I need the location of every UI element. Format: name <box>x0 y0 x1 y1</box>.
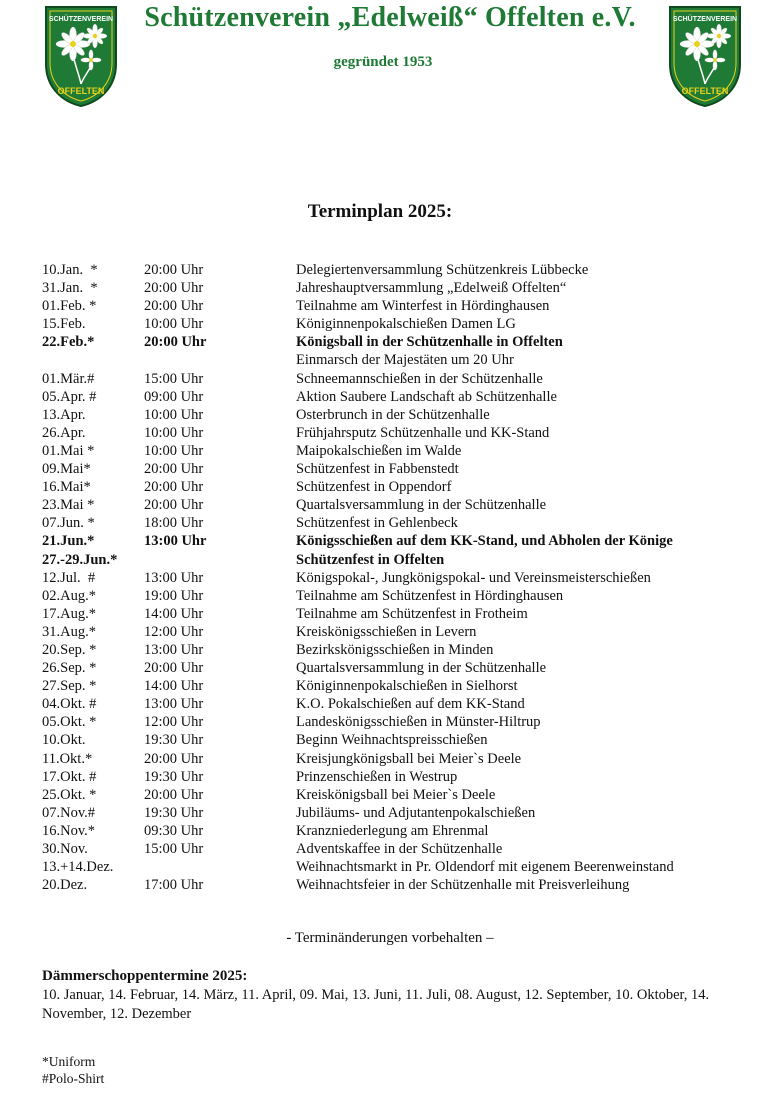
event-date: 26.Apr. <box>42 424 86 441</box>
event-date: 05.Apr. # <box>42 388 97 405</box>
event-date: 23.Mai * <box>42 497 95 514</box>
event-date: 01.Feb. * <box>42 298 97 315</box>
event-description: Kreiskönigsball bei Meier`s Deele <box>296 786 496 803</box>
table-row <box>42 279 762 297</box>
event-description: Jahreshauptversammlung „Edelweiß Offelten“ <box>296 280 567 297</box>
event-time: 09:00 Uhr <box>144 388 204 405</box>
table-row <box>42 750 762 768</box>
table-row <box>42 370 762 388</box>
event-date: 25.Okt. * <box>42 786 97 803</box>
table-row <box>42 713 762 731</box>
event-description: Königspokal-, Jungkönigspokal- und Vereinsmeisterschießen <box>296 569 651 586</box>
event-time: 20:00 Uhr <box>144 298 204 315</box>
event-description: Königinnenpokalschießen in Sielhorst <box>296 678 518 695</box>
event-time: 10:00 Uhr <box>144 316 204 333</box>
event-description: Kranzniederlegung am Ehrenmal <box>296 822 489 839</box>
table-row <box>42 424 762 442</box>
event-description: Schützenfest in Offelten <box>296 551 445 568</box>
event-date: 17.Aug.* <box>42 605 96 622</box>
event-description: Osterbrunch in der Schützenhalle <box>296 406 490 423</box>
svg-text:OFFELTEN: OFFELTEN <box>57 86 105 96</box>
event-time: 20:00 Uhr <box>144 479 204 496</box>
table-row <box>42 659 762 677</box>
svg-text:SCHÜTZENVEREIN: SCHÜTZENVEREIN <box>672 16 738 23</box>
table-row <box>42 641 762 659</box>
table-row <box>42 731 762 749</box>
table-row <box>42 605 762 623</box>
table-row <box>42 858 762 876</box>
event-description: Delegiertenversammlung Schützenkreis Lübbecke <box>296 262 589 278</box>
event-date: 16.Mai* <box>42 479 91 496</box>
daemmerschoppen-dates: 10. Januar, 14. Februar, 14. März, 11. April, 09. Mai, 13. Juni, 11. Juli, 08. August, 12. September, 10. Oktober, 14. November, 12. Dezember <box>42 987 710 1022</box>
event-description: Bezirkskönigsschießen in Minden <box>296 641 494 658</box>
event-date: 11.Okt.* <box>42 750 93 767</box>
event-time: 14:00 Uhr <box>144 605 204 622</box>
event-description: Weihnachtsmarkt in Pr. Oldendorf mit eigenem Beerenweinstand <box>296 859 674 876</box>
changes-note: - Terminänderungen vorbehalten – <box>286 930 494 946</box>
event-description: Schützenfest in Oppendorf <box>296 479 452 496</box>
table-row <box>42 551 762 569</box>
event-time: 20:00 Uhr <box>144 497 204 514</box>
event-time: 09:30 Uhr <box>144 822 204 839</box>
event-description: Einmarsch der Majestäten um 20 Uhr <box>296 352 514 369</box>
event-description: Maipokalschießen im Walde <box>296 442 462 459</box>
table-row <box>42 695 762 713</box>
table-row <box>42 442 762 460</box>
event-description: Prinzenschießen in Westrup <box>296 768 458 785</box>
event-date: 13.Apr. <box>42 406 86 423</box>
event-date: 05.Okt. * <box>42 714 97 731</box>
table-row <box>42 514 762 532</box>
event-time: 20:00 Uhr <box>144 461 204 478</box>
table-row <box>42 677 762 695</box>
daemmerschoppen-title: Dämmerschoppentermine 2025: <box>42 968 248 984</box>
svg-text:SCHÜTZENVEREIN: SCHÜTZENVEREIN <box>48 16 114 23</box>
event-description: Quartalsversammlung in der Schützenhalle <box>296 660 547 677</box>
event-description: Schneemannschießen in der Schützenhalle <box>296 370 543 387</box>
event-date: 27.-29.Jun.* <box>42 551 118 568</box>
event-time: 20:00 Uhr <box>144 262 204 278</box>
table-row <box>42 768 762 786</box>
event-description: Kreisjungkönigsball bei Meier`s Deele <box>296 750 522 767</box>
table-row <box>42 786 762 804</box>
event-date: 01.Mär.# <box>42 370 95 387</box>
table-row <box>42 460 762 478</box>
legend-polo-shirt: #Polo-Shirt <box>42 1071 105 1086</box>
event-description: Jubiläums- und Adjutantenpokalschießen <box>296 804 536 821</box>
table-row <box>42 315 762 333</box>
table-row <box>42 840 762 858</box>
event-time: 20:00 Uhr <box>144 280 204 297</box>
event-time: 10:00 Uhr <box>144 424 204 441</box>
event-date: 02.Aug.* <box>42 587 96 604</box>
event-time: 15:00 Uhr <box>144 370 204 387</box>
table-row <box>42 333 762 351</box>
event-date: 13.+14.Dez. <box>42 859 114 876</box>
event-date: 01.Mai * <box>42 442 95 459</box>
event-time: 13:00 Uhr <box>144 569 204 586</box>
event-date: 22.Feb.* <box>42 334 95 351</box>
svg-text:OFFELTEN: OFFELTEN <box>681 86 729 96</box>
event-description: Königinnenpokalschießen Damen LG <box>296 316 516 333</box>
event-description: Kreiskönigsschießen in Levern <box>296 623 477 640</box>
event-description: Schützenfest in Gehlenbeck <box>296 515 458 532</box>
event-date: 07.Nov.# <box>42 804 96 821</box>
event-time: 20:00 Uhr <box>144 750 204 767</box>
table-row <box>42 532 762 550</box>
club-name: Schützenverein „Edelweiß“ Offelten e.V. <box>144 2 636 33</box>
event-description: Aktion Saubere Landschaft ab Schützenhalle <box>296 388 557 405</box>
event-description: Adventskaffee in der Schützenhalle <box>296 841 503 857</box>
event-date: 04.Okt. # <box>42 696 97 713</box>
event-date: 16.Nov.* <box>42 822 96 839</box>
event-date: 31.Jan. * <box>42 280 98 297</box>
event-time: 20:00 Uhr <box>144 786 204 803</box>
event-date: 12.Jul. # <box>42 569 96 586</box>
event-date: 10.Okt. <box>42 732 86 749</box>
event-time: 15:00 Uhr <box>144 841 204 857</box>
event-time: 19:30 Uhr <box>144 804 204 821</box>
event-description: Beginn Weihnachtspreisschießen <box>296 732 488 749</box>
legend-uniform: *Uniform <box>42 1054 96 1069</box>
event-time: 14:00 Uhr <box>144 678 204 695</box>
event-time: 12:00 Uhr <box>144 623 204 640</box>
event-time: 13:00 Uhr <box>144 641 204 658</box>
event-date: 17.Okt. # <box>42 768 97 785</box>
table-row <box>42 804 762 822</box>
event-time: 13:00 Uhr <box>144 533 207 550</box>
table-row <box>42 261 762 279</box>
event-time: 10:00 Uhr <box>144 406 204 423</box>
event-date: 27.Sep. * <box>42 678 97 695</box>
table-row <box>42 406 762 424</box>
event-description: Frühjahrsputz Schützenhalle und KK-Stand <box>296 424 550 441</box>
event-time: 12:00 Uhr <box>144 714 204 731</box>
table-row <box>42 876 762 894</box>
event-date: 30.Nov. <box>42 841 88 857</box>
event-description: Teilnahme am Schützenfest in Hördinghausen <box>296 587 564 604</box>
event-time: 18:00 Uhr <box>144 515 204 532</box>
event-description: K.O. Pokalschießen auf dem KK-Stand <box>296 696 525 713</box>
event-description: Teilnahme am Winterfest in Hördinghausen <box>296 298 550 315</box>
event-time: 19:00 Uhr <box>144 587 204 604</box>
event-date: 20.Dez. <box>42 877 88 894</box>
table-row <box>42 623 762 641</box>
event-description: Königsschießen auf dem KK-Stand, und Abholen der Könige <box>296 533 673 550</box>
event-description: Quartalsversammlung in der Schützenhalle <box>296 497 547 514</box>
event-date: 09.Mai* <box>42 461 91 478</box>
events-table <box>42 261 762 894</box>
event-description: Weihnachtsfeier in der Schützenhalle mit Preisverleihung <box>296 877 630 894</box>
event-description: Teilnahme am Schützenfest in Frotheim <box>296 605 528 622</box>
event-time: 17:00 Uhr <box>144 877 204 894</box>
event-time: 19:30 Uhr <box>144 768 204 785</box>
table-row <box>42 822 762 840</box>
table-row <box>42 388 762 406</box>
event-date: 21.Jun.* <box>42 533 95 550</box>
event-date: 10.Jan. * <box>42 262 98 278</box>
event-date: 07.Jun. * <box>42 515 95 532</box>
event-date: 31.Aug.* <box>42 623 96 640</box>
event-time: 20:00 Uhr <box>144 660 204 677</box>
founded-year: gegründet 1953 <box>333 54 433 70</box>
table-row <box>42 478 762 496</box>
event-time: 13:00 Uhr <box>144 696 204 713</box>
event-description: Königsball in der Schützenhalle in Offelten <box>296 334 563 351</box>
table-row <box>42 297 762 315</box>
table-row <box>42 587 762 605</box>
event-description: Landeskönigsschießen in Münster-Hiltrup <box>296 714 541 731</box>
table-row <box>42 496 762 514</box>
table-row <box>42 569 762 587</box>
event-date: 26.Sep. * <box>42 660 97 677</box>
page-title: Terminplan 2025: <box>307 201 453 222</box>
event-description: Schützenfest in Fabbenstedt <box>296 461 459 478</box>
event-date: 15.Feb. <box>42 316 86 333</box>
event-time: 19:30 Uhr <box>144 732 204 749</box>
event-date: 20.Sep. * <box>42 641 97 658</box>
event-time: 10:00 Uhr <box>144 442 204 459</box>
table-row <box>42 351 762 369</box>
event-time: 20:00 Uhr <box>144 334 207 351</box>
